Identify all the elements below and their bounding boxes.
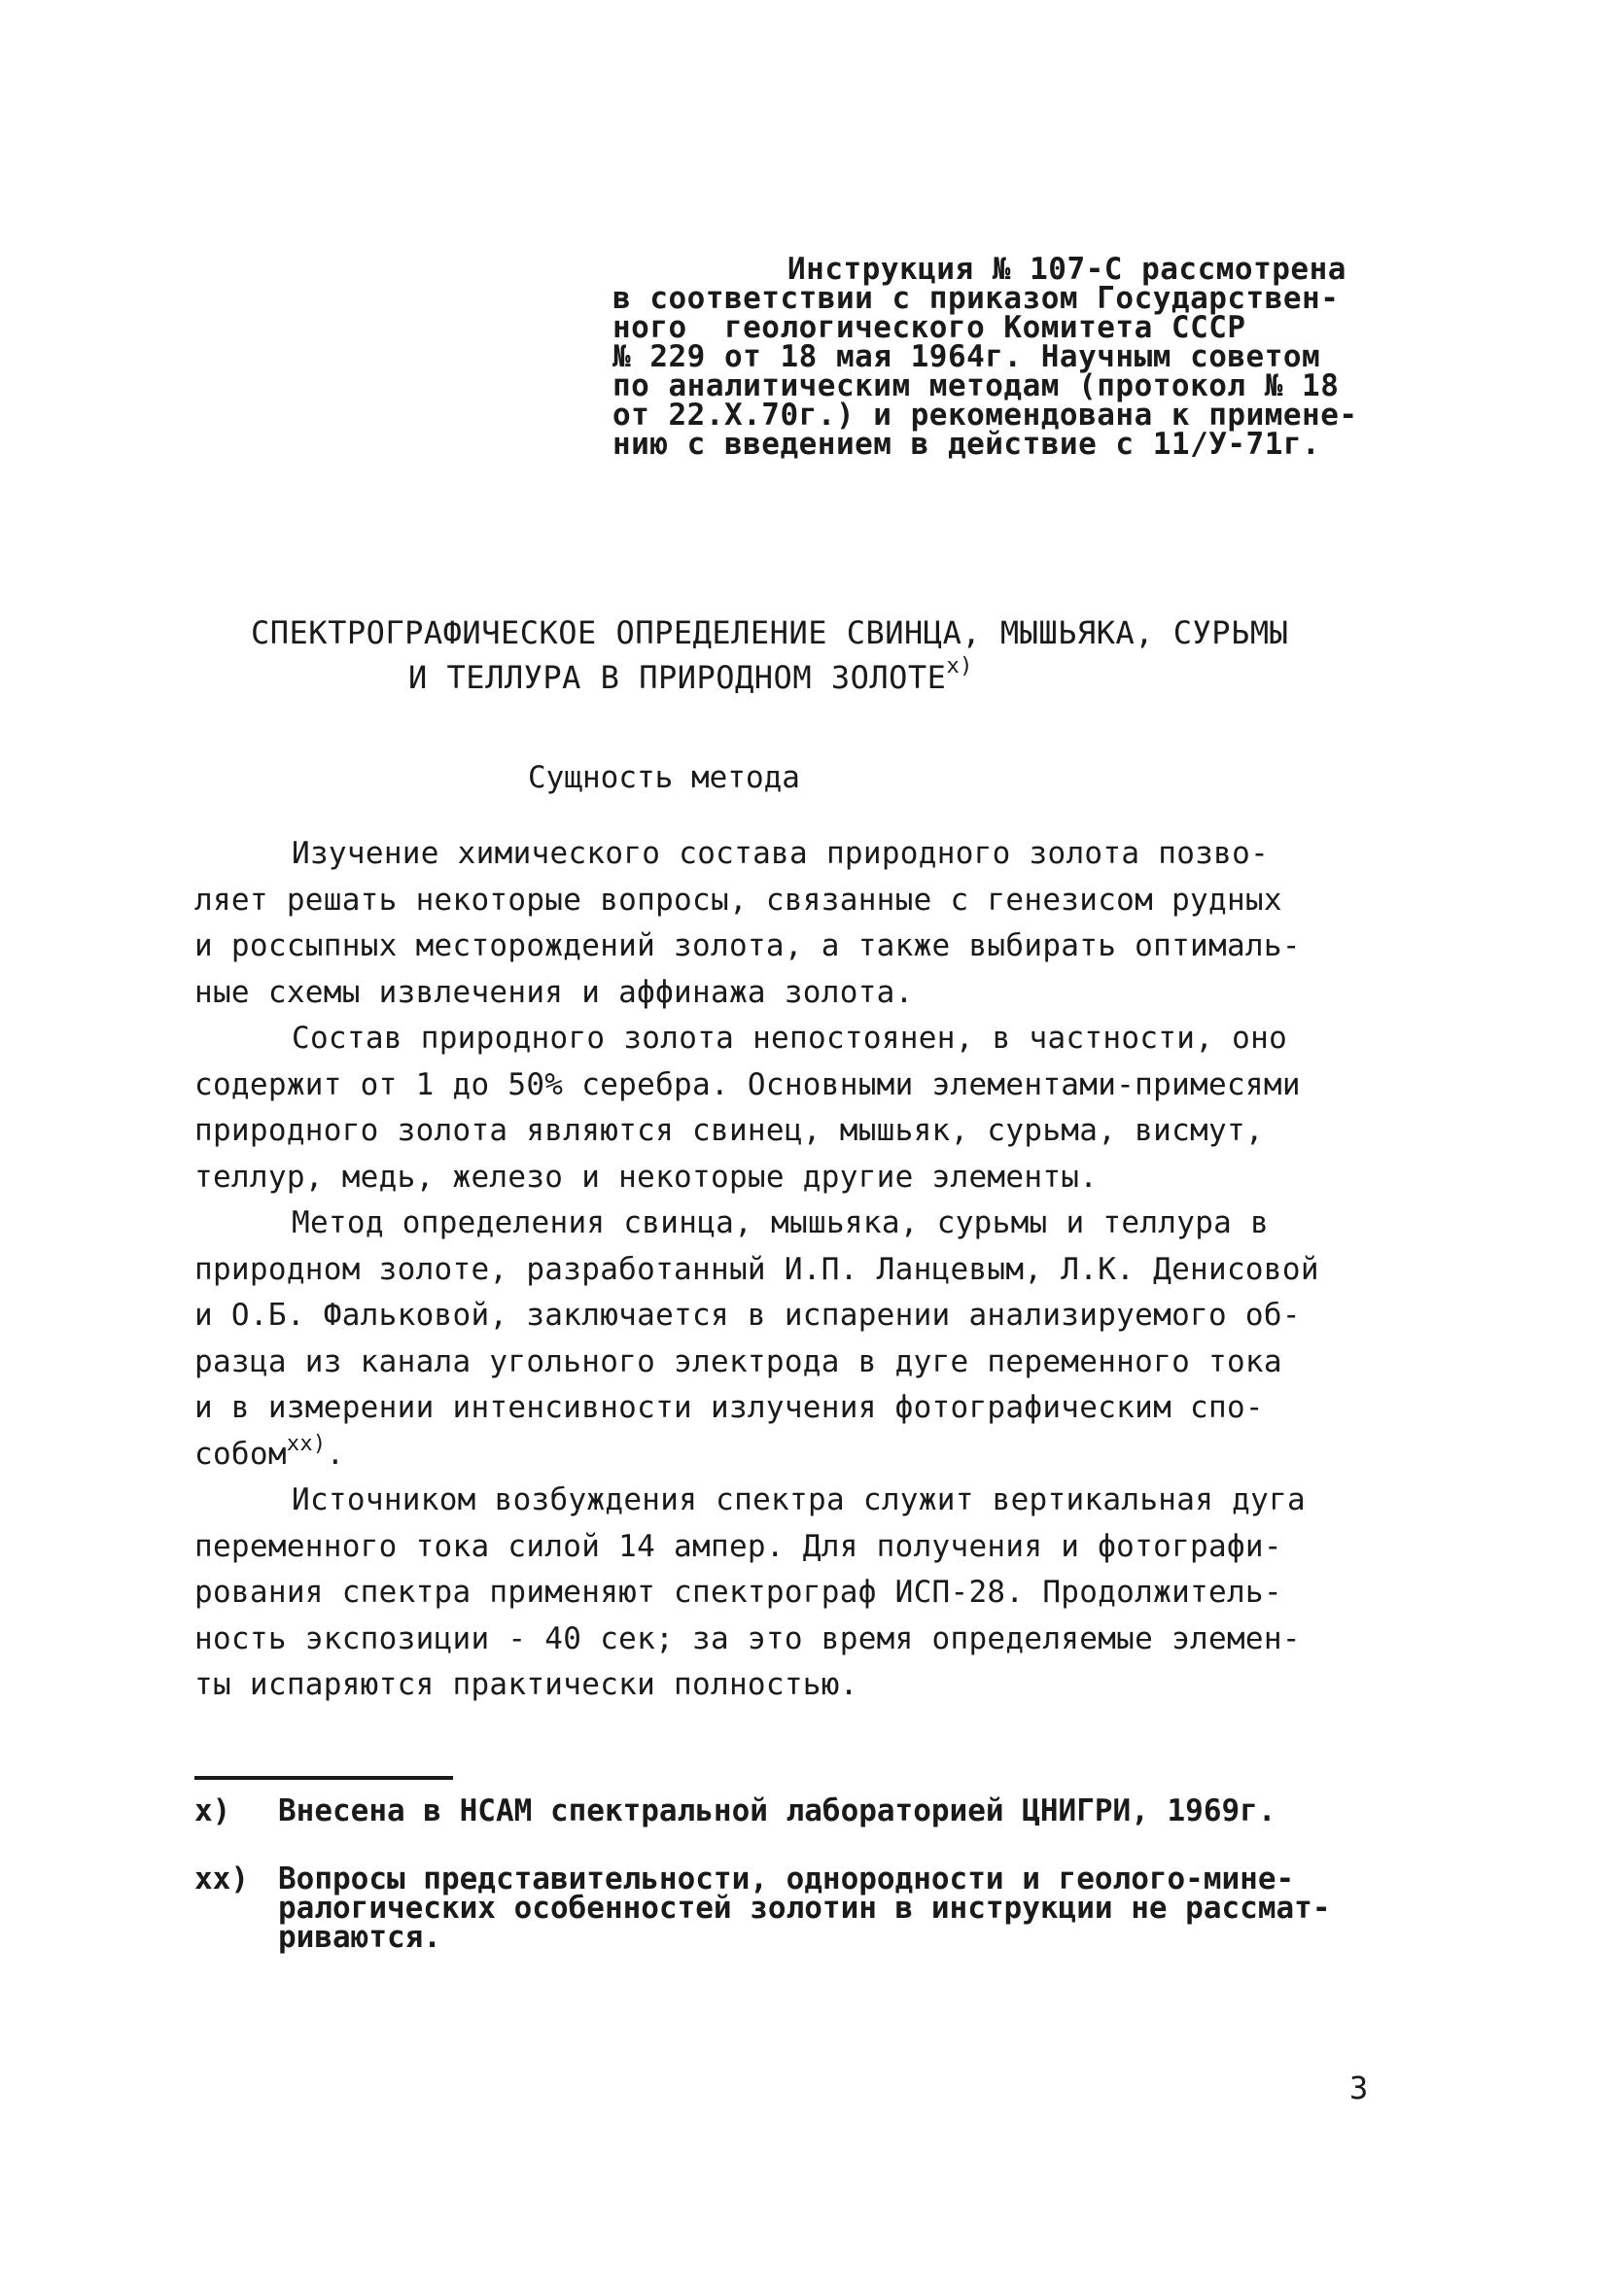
body-line: ность экспозиции - 40 сек; за это время определяемые элемен-	[194, 1620, 1301, 1656]
footnote-line: риваются.	[278, 1920, 441, 1955]
body-line: переменного тока силой 14 ампер. Для получения и фотографи-	[194, 1528, 1282, 1564]
approval-line: № 229 от 18 мая 1964г. Научным советом	[612, 339, 1321, 374]
title-line-2-text: И ТЕЛЛУРА В ПРИРОДНОМ ЗОЛОТЕ	[408, 659, 947, 696]
title-line-1: СПЕКТРОГРАФИЧЕСКОЕ ОПРЕДЕЛЕНИЕ СВИНЦА, МЫШЬЯКА, СУРЬМЫ	[251, 614, 1289, 651]
approval-line: нию с введением в действие с 11/У-71г.	[612, 427, 1321, 462]
body-line: ты испаряются практически полностью.	[194, 1667, 858, 1702]
body-line: природного золота являются свинец, мышьяк, сурьма, висмут,	[194, 1113, 1264, 1148]
footnote-separator	[194, 1776, 453, 1780]
footnote-marker: x)	[194, 1793, 231, 1828]
footnote-line	[194, 1861, 1410, 1896]
body-line: Источником возбуждения спектра служит вертикальная дуга	[292, 1482, 1306, 1517]
body-line: Состав природного золота непостоянен, в частности, оно	[292, 1021, 1288, 1056]
body-line-text: собом	[194, 1436, 287, 1472]
body-line: содержит от 1 до 50% серебра. Основными элементами-примесями	[194, 1066, 1301, 1102]
footnote-line: ралогических особенностей золотин в инструкции не рассмат-	[278, 1891, 1331, 1926]
body-line: рования спектра применяют спектрограф ИСП-28. Продолжитель-	[194, 1575, 1282, 1610]
page-number: 3	[1349, 2070, 1369, 2106]
body-line: и О.Б. Фальковой, заключается в испарении анализируемого об-	[194, 1298, 1301, 1333]
title-footnote-mark: x)	[946, 654, 973, 678]
approval-line: в соответствии с приказом Государствен-	[612, 281, 1340, 316]
approval-line: от 22.X.70г.) и рекомендована к примене-	[612, 398, 1358, 433]
footnote-mark: xx)	[286, 1431, 327, 1456]
body-line: Метод определения свинца, мышьяка, сурьмы и теллура в	[292, 1205, 1270, 1240]
approval-note	[612, 252, 1410, 462]
body-line: ляет решать некоторые вопросы, связанные с генезисом рудных	[194, 882, 1282, 918]
footnote-2	[194, 1861, 1410, 1955]
approval-line: Инструкция № 107-С рассмотрена	[787, 252, 1346, 287]
body-line	[194, 1432, 1410, 1478]
body-line-end: .	[326, 1436, 345, 1472]
footnote-line	[194, 1793, 1410, 1828]
body-line: разца из канала угольного электрода в дуге переменного тока	[194, 1343, 1282, 1379]
body-line: теллур, медь, железо и некоторые другие элементы.	[194, 1159, 1099, 1195]
section-heading: Сущность метода	[528, 760, 800, 795]
approval-line: ного геологического Комитета СССР	[612, 310, 1246, 345]
body-line: и россыпных месторождений золота, а также выбирать оптималь-	[194, 928, 1301, 963]
document-title	[251, 610, 1369, 700]
body-line: и в измерении интенсивности излучения фотографическим спо-	[194, 1390, 1264, 1425]
approval-line: по аналитическим методам (протокол № 18	[612, 368, 1340, 403]
footnote-1	[194, 1793, 1410, 1828]
footnote-text: Внесена в НСАМ спектральной лабораторией ЦНИГРИ, 1969г.	[278, 1793, 1276, 1828]
body-line: природном золоте, разработанный И.П. Ланцевым, Л.К. Денисовой	[194, 1251, 1319, 1287]
body-text	[194, 831, 1410, 1709]
title-line-2	[251, 655, 1369, 700]
body-line: Изучение химического состава природного золота позво-	[292, 836, 1270, 871]
body-line: ные схемы извлечения и аффинажа золота.	[194, 974, 914, 1010]
footnote-text: Вопросы представительности, однородности и геолого-мине-	[278, 1861, 1295, 1896]
footnote-marker: xx)	[194, 1861, 249, 1896]
